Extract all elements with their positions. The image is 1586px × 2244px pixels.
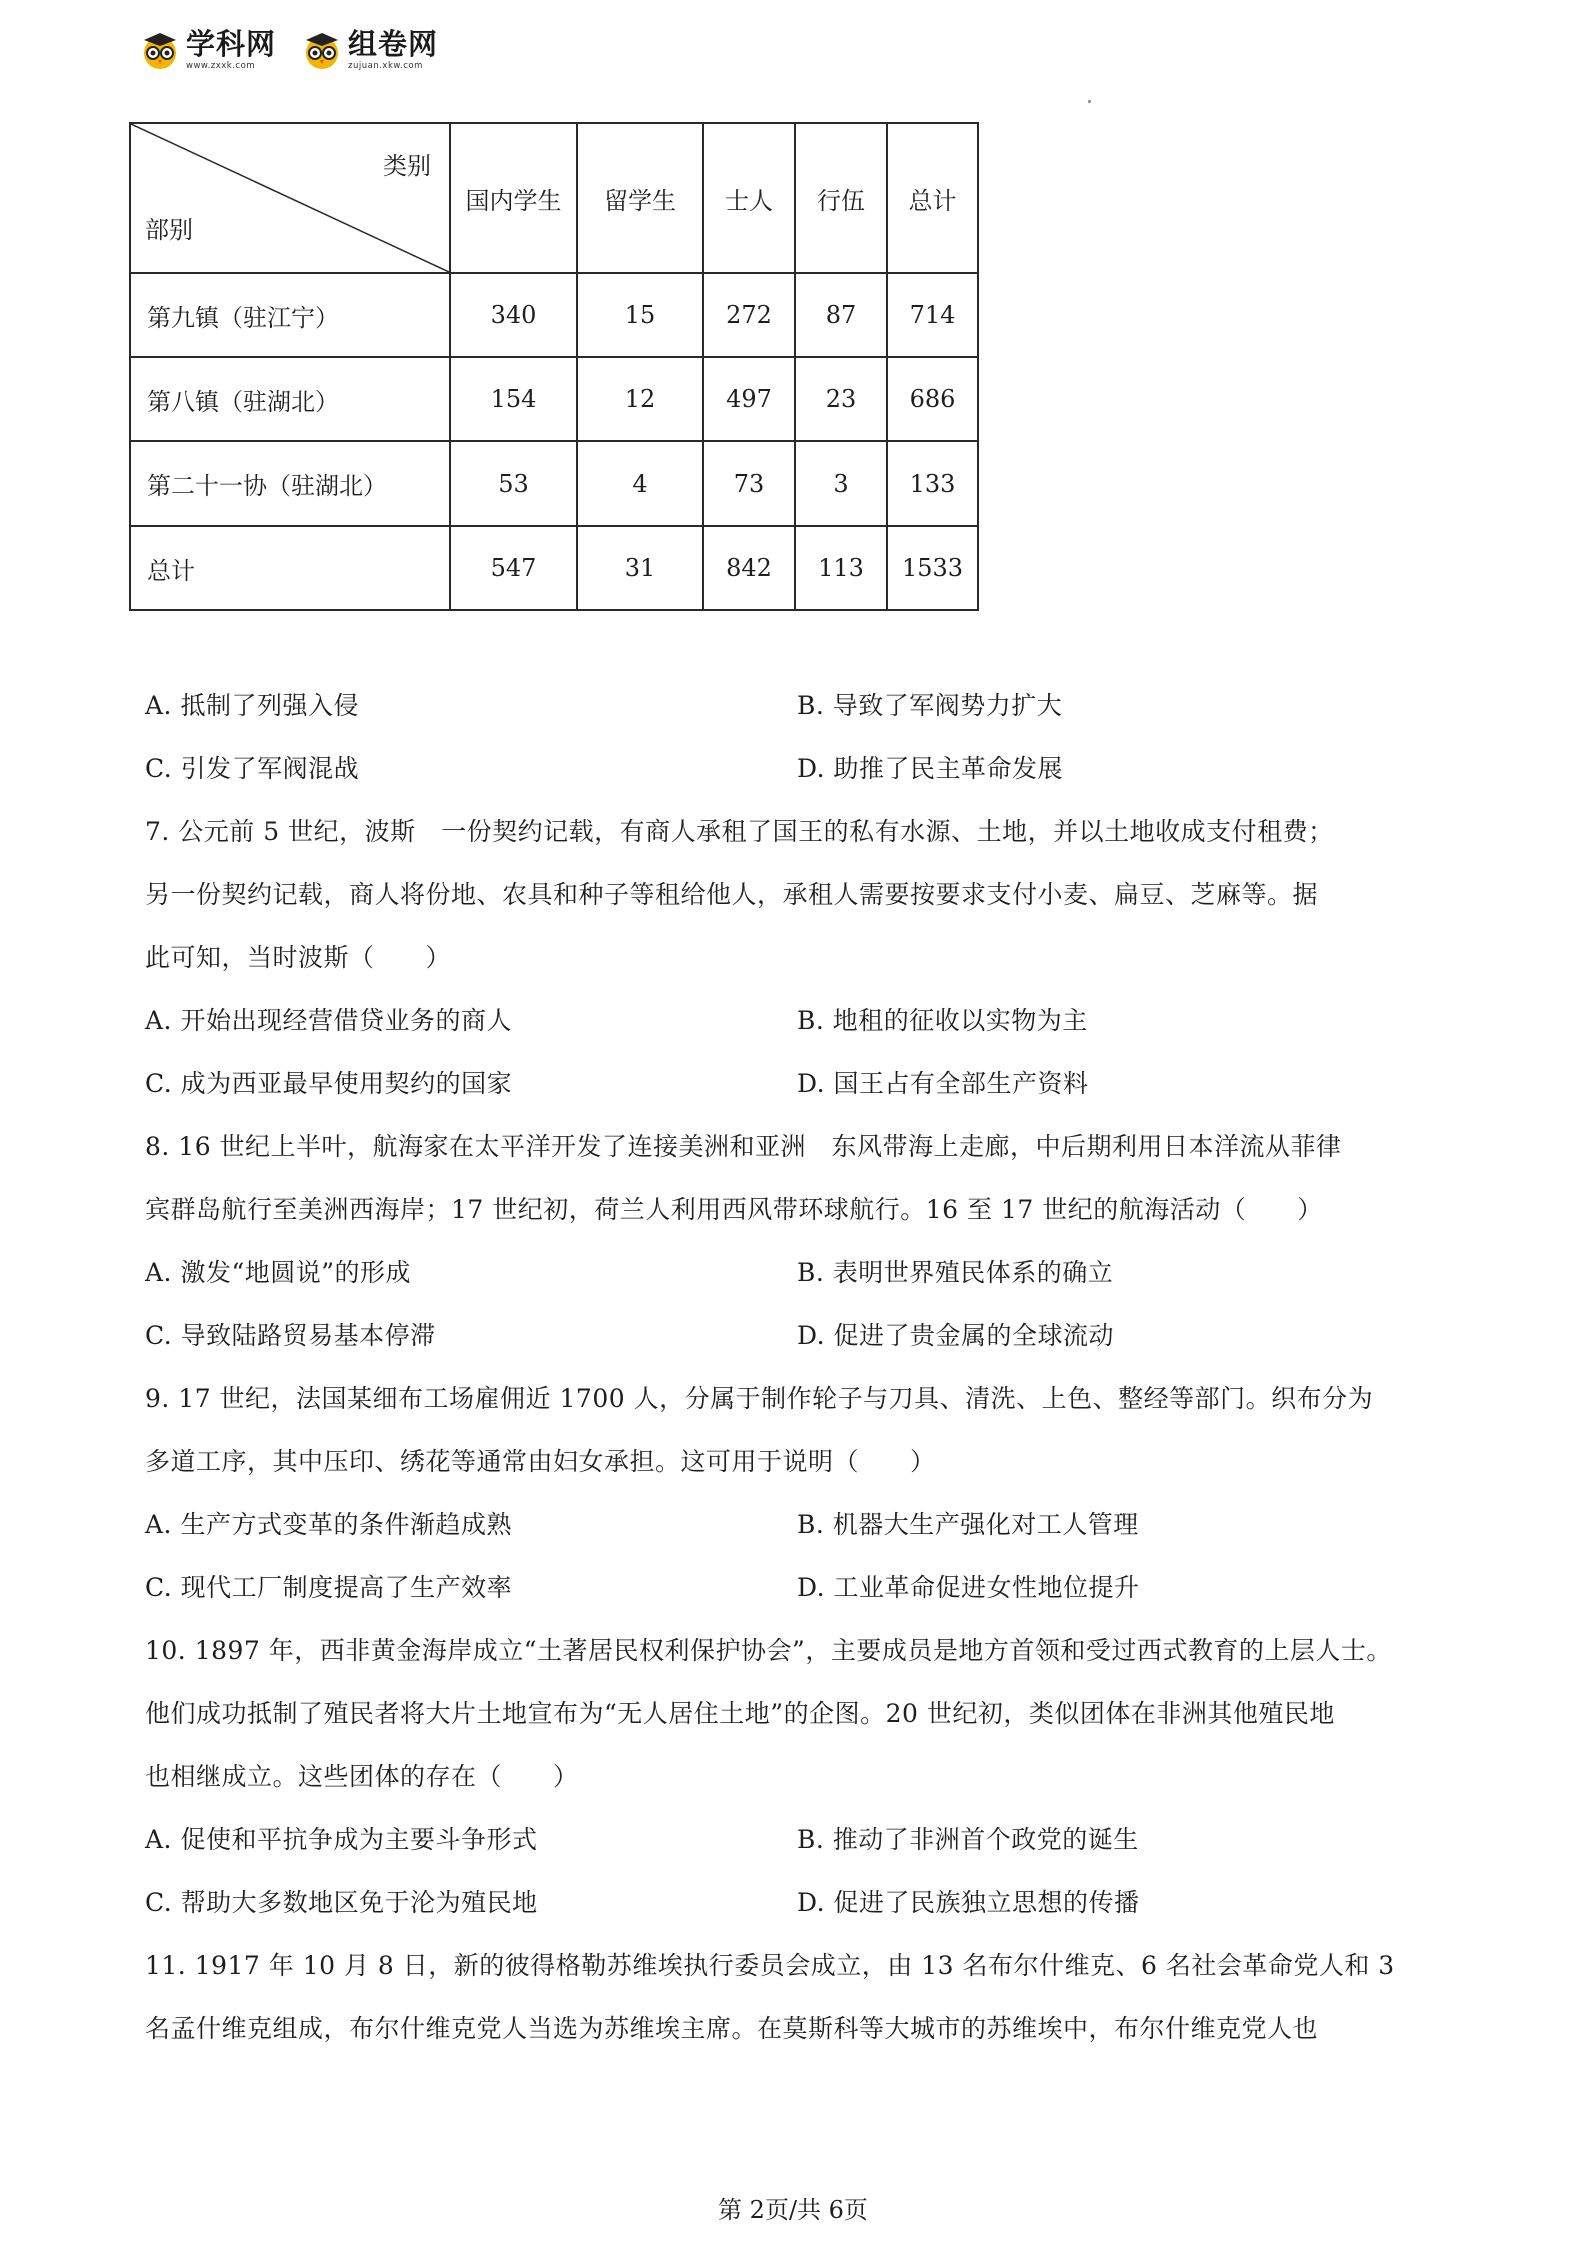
- q10-option-a[interactable]: A. 促使和平抗争成为主要斗争形式: [145, 1825, 538, 1854]
- logo-name: 组卷网: [348, 26, 439, 61]
- q10-stem-line: 也相继成立。这些团体的存在（ ）: [145, 1762, 579, 1791]
- table-cell: 15: [577, 273, 703, 357]
- q8-stem-line: 宾群岛航行至美洲西海岸；17 世纪初，荷兰人利用西风带环球航行。16 至 17 世纪的航海活动（ ）: [145, 1195, 1323, 1224]
- logo-url: zujuan.xkw.com: [348, 60, 423, 71]
- q10-option-b[interactable]: B. 推动了非洲首个政党的诞生: [797, 1825, 1139, 1854]
- q8-option-c[interactable]: C. 导致陆路贸易基本停滞: [145, 1321, 436, 1350]
- q9-option-b[interactable]: B. 机器大生产强化对工人管理: [797, 1510, 1139, 1539]
- column-header: 行伍: [795, 123, 887, 273]
- owl-logo-icon: [140, 30, 180, 70]
- scan-speck: [1088, 100, 1091, 103]
- q9-stem-line: 多道工序，其中压印、绣花等通常由妇女承担。这可用于说明（ ）: [145, 1447, 936, 1476]
- column-header: 留学生: [577, 123, 703, 273]
- table-cell: 497: [703, 357, 795, 441]
- table-cell: 842: [703, 526, 795, 610]
- logo-zxxk[interactable]: [140, 26, 277, 71]
- table-row: [130, 441, 978, 526]
- q7-stem-line: 另一份契约记载，商人将份地、农具和种子等租给他人，承租人需要按要求支付小麦、扁豆、芝麻等。据: [145, 880, 1319, 909]
- table-cell: 714: [887, 273, 978, 357]
- logo-zujuan[interactable]: [302, 26, 439, 71]
- owl-logo-icon: [302, 30, 342, 70]
- table-cell: 4: [577, 441, 703, 526]
- table-cell: 272: [703, 273, 795, 357]
- q11-stem-line: 名孟什维克组成，布尔什维克党人当选为苏维埃主席。在莫斯科等大城市的苏维埃中，布尔什维克党人也: [145, 2014, 1319, 2043]
- logo-url: www.zxxk.com: [186, 60, 256, 71]
- q10-option-d[interactable]: D. 促进了民族独立思想的传播: [797, 1888, 1140, 1917]
- table-cell: 31: [577, 526, 703, 610]
- table-row: [130, 357, 978, 441]
- table-cell: 113: [795, 526, 887, 610]
- q7-option-a[interactable]: A. 开始出现经营借贷业务的商人: [145, 1006, 512, 1035]
- q8-option-a[interactable]: A. 激发“地圆说”的形成: [145, 1258, 412, 1287]
- table-cell: 133: [887, 441, 978, 526]
- table-cell: 340: [450, 273, 577, 357]
- q10-stem-line: 他们成功抵制了殖民者将大片土地宣布为“无人居住土地”的企图。20 世纪初，类似团体在非洲其他殖民地: [145, 1699, 1335, 1728]
- q7-option-b[interactable]: B. 地租的征收以实物为主: [797, 1006, 1088, 1035]
- q7-stem-line: 此可知，当时波斯（ ）: [145, 943, 452, 972]
- table-cell: 686: [887, 357, 978, 441]
- q9-option-d[interactable]: D. 工业革命促进女性地位提升: [797, 1573, 1140, 1602]
- q9-stem-line: 9. 17 世纪，法国某细布工场雇佣近 1700 人，分属于制作轮子与刀具、清洗、上色、整经等部门。织布分为: [145, 1384, 1374, 1413]
- table-cell: 53: [450, 441, 577, 526]
- q7-option-d[interactable]: D. 国王占有全部生产资料: [797, 1069, 1089, 1098]
- table-cell: 154: [450, 357, 577, 441]
- row-label: 第八镇（驻湖北）: [130, 357, 450, 441]
- statistics-table: [129, 122, 979, 611]
- q6-option-b[interactable]: B. 导致了军阀势力扩大: [797, 691, 1063, 720]
- q8-stem-line: 8. 16 世纪上半叶，航海家在太平洋开发了连接美洲和亚洲 东风带海上走廊，中后期利用日本洋流从菲律: [145, 1132, 1342, 1161]
- header-logos: [140, 20, 438, 80]
- table-cell: 1533: [887, 526, 978, 610]
- q7-stem-line: 7. 公元前 5 世纪，波斯 一份契约记载，有商人承租了国王的私有水源、土地，并以土地收成支付租费；: [145, 817, 1334, 846]
- table-row: [130, 526, 978, 610]
- row-label: 总计: [130, 526, 450, 610]
- row-label: 第二十一协（驻湖北）: [130, 441, 450, 526]
- q6-option-a[interactable]: A. 抵制了列强入侵: [145, 691, 359, 720]
- column-header: 士人: [703, 123, 795, 273]
- column-header: 总计: [887, 123, 978, 273]
- table-row: [130, 273, 978, 357]
- q7-option-c[interactable]: C. 成为西亚最早使用契约的国家: [145, 1069, 513, 1098]
- table-corner-cell: [130, 123, 450, 273]
- page-number: 第 2页/共 6页: [718, 2196, 868, 2224]
- q11-stem-line: 11. 1917 年 10 月 8 日，新的彼得格勒苏维埃执行委员会成立，由 13 名布尔什维克、6 名社会革命党人和 3: [145, 1951, 1395, 1980]
- q10-option-c[interactable]: C. 帮助大多数地区免于沦为殖民地: [145, 1888, 538, 1917]
- q8-option-b[interactable]: B. 表明世界殖民体系的确立: [797, 1258, 1114, 1287]
- corner-label-category: 类别: [383, 152, 431, 180]
- q6-option-c[interactable]: C. 引发了军阀混战: [145, 754, 360, 783]
- q8-option-d[interactable]: D. 促进了贵金属的全球流动: [797, 1321, 1115, 1350]
- corner-label-unit: 部别: [145, 216, 193, 244]
- table-cell: 87: [795, 273, 887, 357]
- table-cell: 73: [703, 441, 795, 526]
- q6-option-d[interactable]: D. 助推了民主革命发展: [797, 754, 1064, 783]
- q9-option-c[interactable]: C. 现代工厂制度提高了生产效率: [145, 1573, 513, 1602]
- logo-name: 学科网: [186, 26, 277, 61]
- table-header-row: [130, 123, 978, 273]
- table-cell: 3: [795, 441, 887, 526]
- table-cell: 12: [577, 357, 703, 441]
- table-cell: 547: [450, 526, 577, 610]
- q9-option-a[interactable]: A. 生产方式变革的条件渐趋成熟: [145, 1510, 512, 1539]
- row-label: 第九镇（驻江宁）: [130, 273, 450, 357]
- column-header: 国内学生: [450, 123, 577, 273]
- q10-stem-line: 10. 1897 年，西非黄金海岸成立“土著居民权利保护协会”，主要成员是地方首领和受过西式教育的上层人士。: [145, 1636, 1392, 1665]
- table-cell: 23: [795, 357, 887, 441]
